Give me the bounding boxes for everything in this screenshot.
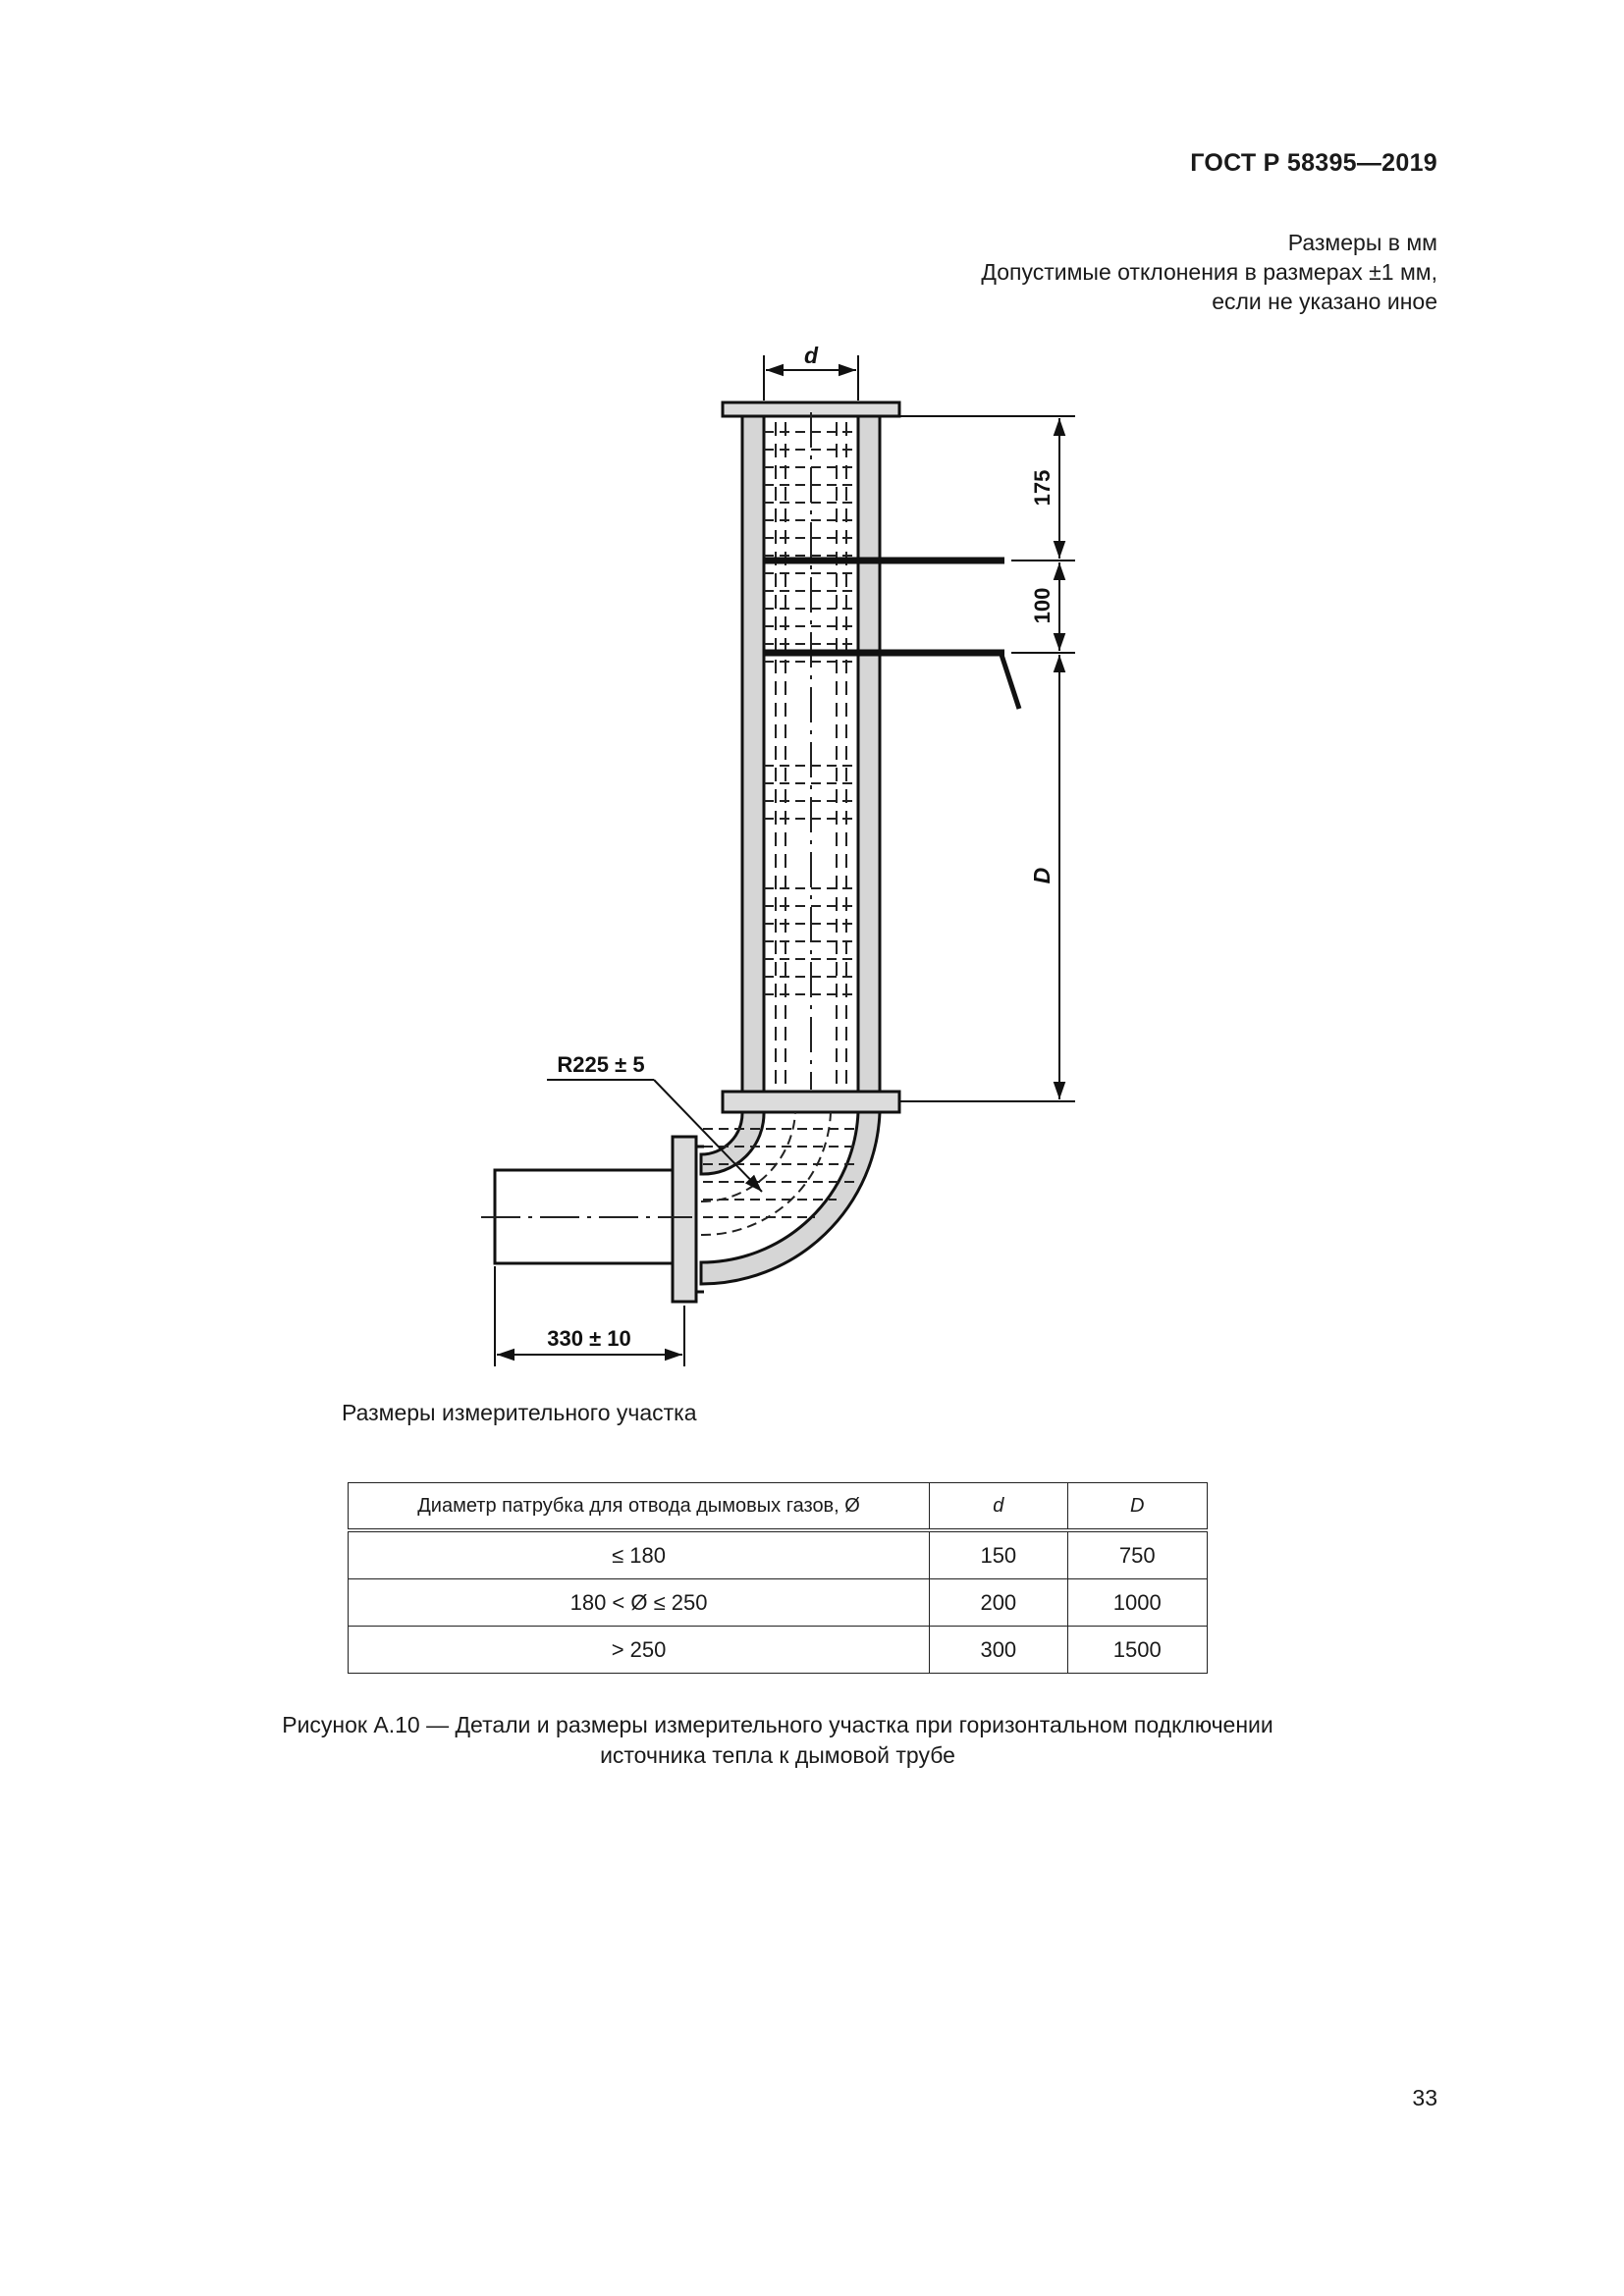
table-header-row xyxy=(349,1483,1208,1531)
dim-D-label: D xyxy=(1029,867,1055,884)
header-d: d xyxy=(930,1483,1067,1531)
dims-note-line-3: если не указано иное xyxy=(1212,289,1437,314)
probes xyxy=(764,561,1019,709)
dim-100-label: 100 xyxy=(1030,587,1055,624)
caption-line-2: источника тепла к дымовой трубе xyxy=(600,1742,955,1768)
dim-length-label: 330 ± 10 xyxy=(547,1326,631,1351)
caption-line-1: Рисунок А.10 — Детали и размеры измерительного участка при горизонтальном подключении xyxy=(282,1712,1273,1737)
dims-note-line-1: Размеры в мм xyxy=(1287,230,1437,255)
cell-diameter: 180 < Ø ≤ 250 xyxy=(349,1579,930,1627)
side-flange xyxy=(673,1137,696,1302)
dimensions-table xyxy=(348,1482,1208,1674)
table-row xyxy=(349,1627,1208,1674)
cell-d: 200 xyxy=(930,1579,1067,1627)
dim-length xyxy=(495,1266,684,1366)
table-title: Размеры измерительного участка xyxy=(342,1400,697,1425)
cell-diameter: ≤ 180 xyxy=(349,1530,930,1579)
cell-D: 1500 xyxy=(1067,1627,1207,1674)
cell-d: 300 xyxy=(930,1627,1067,1674)
cell-diameter: > 250 xyxy=(349,1627,930,1674)
radius-label: R225 ± 5 xyxy=(557,1052,645,1077)
cell-D: 750 xyxy=(1067,1530,1207,1579)
elbow xyxy=(701,1112,880,1284)
page-number: 33 xyxy=(1412,2085,1437,2110)
header-diameter: Диаметр патрубка для отвода дымовых газов, Ø xyxy=(349,1483,930,1531)
dim-d-label: d xyxy=(803,343,819,368)
horizontal-pipe xyxy=(495,1170,673,1263)
dim-175-label: 175 xyxy=(1030,469,1055,507)
dims-note-line-2: Допустимые отклонения в размерах ±1 мм, xyxy=(981,259,1437,285)
dim-chain-vertical xyxy=(899,416,1075,1101)
bottom-flange xyxy=(723,1092,899,1112)
table-row xyxy=(349,1530,1208,1579)
header-D: D xyxy=(1067,1483,1207,1531)
cell-D: 1000 xyxy=(1067,1579,1207,1627)
cell-d: 150 xyxy=(930,1530,1067,1579)
figure-caption xyxy=(0,1710,1555,1771)
table-row xyxy=(349,1579,1208,1627)
inner-hidden-lines xyxy=(776,412,846,1090)
standard-code: ГОСТ Р 58395—2019 xyxy=(1190,149,1437,177)
